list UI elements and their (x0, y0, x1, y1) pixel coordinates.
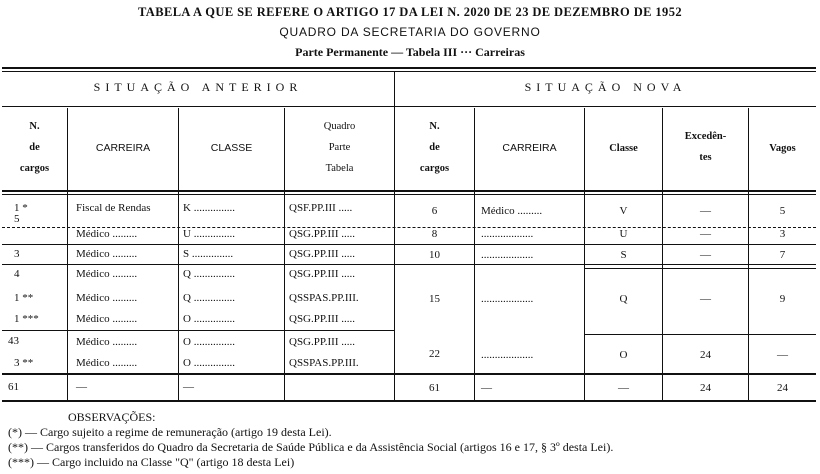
total-carreira-nova: — (481, 382, 492, 394)
cell-classe: K ............... (183, 202, 235, 214)
cell-excedentes: — (700, 293, 711, 305)
cell-vagos: — (777, 349, 788, 361)
cell-carreira-nova: ................... (481, 293, 534, 305)
observation-text: Cargo incluido na Classe "Q" (artigo 18 desta Lei) (52, 455, 295, 469)
cell-carreira: Médico ......... (76, 336, 138, 348)
cell-quadro: QSG.PP.III ..... (289, 336, 356, 348)
cell-n-nova: 22 (429, 348, 440, 360)
cell-classe: Q ............... (183, 268, 235, 280)
cell-quadro: QSG.PP.III ..... (289, 228, 356, 240)
document-subtitle: QUADRO DA SECRETARIA DO GOVERNO (279, 25, 541, 39)
cell-classe-nova: V (619, 205, 628, 217)
cell-classe: S ............... (183, 248, 234, 260)
cell-quadro: QSG.PP.III ..... (289, 268, 356, 280)
observation-item (8, 425, 613, 440)
total-classe-nova: — (618, 382, 629, 394)
total-vagos: 24 (777, 382, 788, 394)
table-top-rule-inner (2, 71, 816, 72)
cell-excedentes: — (700, 249, 711, 261)
section-rule (2, 106, 816, 107)
cell-n-nova: 6 (431, 205, 438, 217)
cell-n: 1 ** (14, 292, 34, 304)
cell-quadro: QSF.PP.III ..... (289, 202, 353, 214)
total-classe: — (183, 381, 194, 393)
cell-classe: O ............... (183, 336, 235, 348)
observation-text: Cargos transferidos do Quadro da Secretaria de Saúde Pública e da Assistência Social (artigos 16 e 17, § 3º desta Lei). (46, 440, 614, 454)
cell-quadro: QSSPAS.PP.III. (289, 357, 359, 369)
cell-n-nova: 10 (429, 249, 440, 261)
total-n: 61 (8, 381, 19, 393)
cell-classe: Q ............... (183, 292, 235, 304)
cell-n: 3 (14, 248, 20, 260)
cell-n: 43 (8, 335, 19, 347)
row-separator (2, 264, 816, 265)
cell-excedentes: 24 (700, 349, 711, 361)
table-top-rule (2, 67, 816, 69)
cell-n: 5 (14, 213, 20, 225)
cell-classe-nova: U (619, 228, 628, 240)
cell-quadro: QSG.PP.III ..... (289, 313, 356, 325)
cell-excedentes: — (700, 228, 711, 240)
cell-n: 1 * (14, 202, 28, 214)
observation-text: Cargo sujeito a regime de remuneração (artigo 19 desta Lei). (40, 425, 332, 439)
row-separator (584, 334, 816, 335)
header-carreira-nova: CARREIRA (502, 142, 557, 154)
header-bottom-rule (2, 190, 816, 192)
observations-heading: OBSERVAÇÕES: (68, 410, 156, 424)
cell-vagos: 5 (779, 205, 786, 217)
cell-classe-nova: O (619, 349, 628, 361)
table-bottom-rule (2, 400, 816, 402)
cell-carreira-nova: ................... (481, 249, 534, 261)
cell-carreira-nova: ................... (481, 349, 534, 361)
cell-vagos: 9 (779, 293, 786, 305)
cell-n-nova: 8 (431, 228, 438, 240)
cell-excedentes: — (700, 205, 711, 217)
cell-quadro: QSG.PP.III ..... (289, 248, 356, 260)
header-quadro: Quadro Parte Tabela (323, 121, 356, 174)
cell-carreira: Médico ......... (76, 248, 138, 260)
cell-n: 4 (14, 268, 20, 280)
cell-carreira-nova: Médico ......... (481, 205, 543, 217)
cell-classe: O ............... (183, 357, 235, 369)
cell-carreira: Médico ......... (76, 313, 138, 325)
observation-item (8, 440, 613, 455)
observations (8, 410, 613, 470)
cell-quadro: QSSPAS.PP.III. (289, 292, 359, 304)
cell-carreira-nova: ................... (481, 228, 534, 240)
cell-carreira: Fiscal de Rendas (76, 202, 151, 214)
observation-mark: (***) — (8, 455, 49, 469)
cell-n: 1 *** (14, 313, 39, 325)
observation-mark: (*) — (8, 425, 37, 439)
header-bottom-rule-inner (2, 194, 816, 195)
table-part-label: Parte Permanente — Tabela III ··· Carreiras (295, 45, 525, 59)
total-carreira: — (76, 381, 87, 393)
section-header-nova: SITUAÇÃO NOVA (524, 80, 687, 94)
header-carreira: CARREIRA (95, 142, 151, 154)
cell-carreira: Médico ......... (76, 357, 138, 369)
cell-carreira: Médico ......... (76, 228, 138, 240)
header-classe-nova: Classe (609, 143, 638, 154)
totals-top-rule (2, 373, 816, 375)
header-classe: CLASSE (210, 142, 253, 154)
document-title: TABELA A QUE SE REFERE O ARTIGO 17 DA LEI N. 2020 DE 23 DE DEZEMBRO DE 1952 (137, 5, 682, 19)
row-separator (584, 268, 816, 269)
total-n-nova: 61 (429, 382, 440, 394)
cell-classe: U ............... (183, 228, 235, 240)
cell-n: 3 ** (14, 357, 34, 369)
cell-vagos: 7 (779, 249, 786, 261)
row-separator (2, 330, 395, 331)
observation-mark: (**) — (8, 440, 43, 454)
cell-classe: O ............... (183, 313, 235, 325)
row-separator (2, 244, 816, 245)
section-header-anterior: SITUAÇÃO ANTERIOR (93, 80, 303, 94)
cell-classe-nova: S (620, 249, 627, 261)
header-excedentes: Excedên- tes (684, 131, 727, 163)
header-vagos: Vagos (769, 143, 796, 154)
total-excedentes: 24 (700, 382, 711, 394)
cell-n-nova: 15 (429, 293, 440, 305)
header-n-cargos-nova: N. de cargos (419, 121, 450, 174)
cell-vagos: 3 (779, 228, 786, 240)
header-n-cargos: N. de cargos (19, 121, 50, 174)
cell-carreira: Médico ......... (76, 268, 138, 280)
cell-carreira: Médico ......... (76, 292, 138, 304)
cell-classe-nova: Q (619, 293, 628, 305)
observation-item (8, 455, 613, 470)
